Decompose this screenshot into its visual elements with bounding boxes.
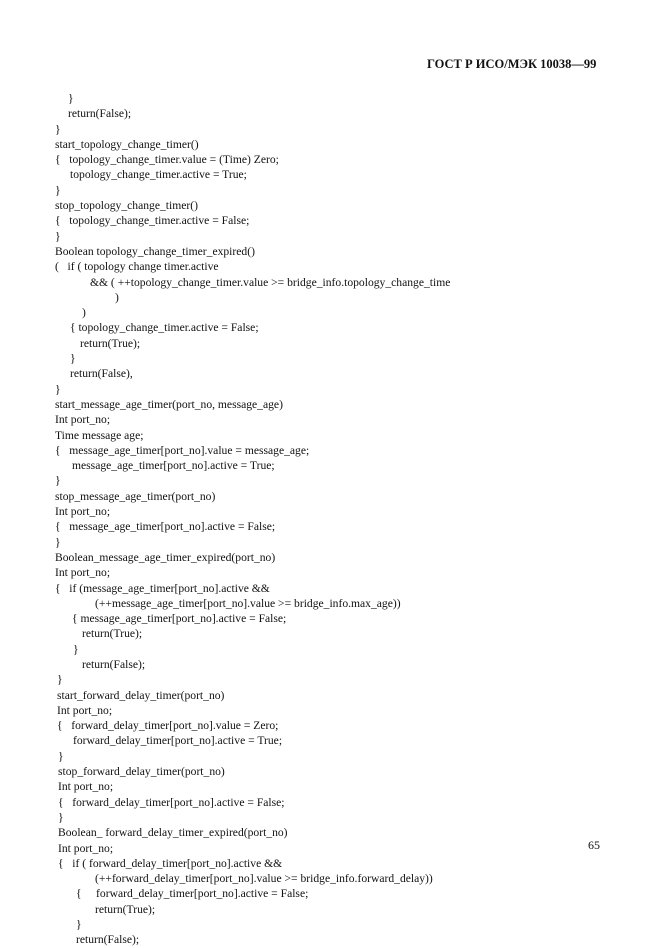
- code-line-text: { if ( forward_delay_timer[port_no].active &&: [58, 856, 283, 870]
- code-line-text: { forward_delay_timer[port_no].value = Zero;: [57, 719, 279, 733]
- code-line: [0, 473, 661, 488]
- code-line: [0, 856, 661, 871]
- code-line-text: return(False);: [82, 657, 146, 671]
- code-line: [0, 932, 661, 947]
- code-line: [0, 366, 661, 381]
- code-line: [0, 779, 661, 794]
- code-line: [0, 764, 661, 779]
- code-line-text: Int port_no;: [55, 566, 111, 580]
- code-line: [0, 458, 661, 473]
- code-line-text: { message_age_timer[port_no].value = message_age;: [55, 443, 310, 457]
- code-line: [0, 183, 661, 198]
- code-line-text: }: [73, 642, 79, 656]
- code-line-text: return(True);: [80, 336, 141, 350]
- code-line-text: }: [57, 673, 63, 687]
- code-line: [0, 581, 661, 596]
- code-line: [0, 443, 661, 458]
- code-line: [0, 229, 661, 244]
- code-line-text: Int port_no;: [58, 780, 114, 794]
- code-line: [0, 320, 661, 335]
- code-line-text: }: [55, 382, 61, 396]
- code-line: [0, 259, 661, 274]
- code-line-text: { topology_change_timer.active = False;: [55, 214, 250, 228]
- code-line-text: return(False);: [76, 933, 140, 947]
- code-line: [0, 902, 661, 917]
- code-line-text: }: [70, 352, 76, 366]
- code-line: [0, 412, 661, 427]
- code-line: [0, 198, 661, 213]
- code-line: [0, 336, 661, 351]
- code-line: [0, 703, 661, 718]
- code-line-text: return(False),: [70, 367, 133, 381]
- code-line: [0, 795, 661, 810]
- code-line-text: }: [58, 810, 64, 824]
- code-line: [0, 550, 661, 565]
- code-line: [0, 290, 661, 305]
- code-line-text: }: [55, 183, 61, 197]
- code-line-text: { topology_change_timer.active = False;: [70, 321, 259, 335]
- code-listing: [0, 91, 661, 948]
- code-line-text: Boolean_ forward_delay_timer_expired(port_no): [58, 826, 288, 840]
- code-line-text: (++forward_delay_timer[port_no].value >= bridge_info.forward_delay)): [95, 872, 433, 886]
- code-line: [0, 841, 661, 856]
- code-line-text: topology_change_timer.active = True;: [70, 168, 247, 182]
- code-line: [0, 749, 661, 764]
- code-line-text: { message_age_timer[port_no].active = False;: [72, 612, 287, 626]
- code-line-text: forward_delay_timer[port_no].active = True;: [73, 734, 283, 748]
- code-line: [0, 642, 661, 657]
- code-line: [0, 106, 661, 121]
- code-line-text: Time message age;: [55, 428, 144, 442]
- code-line-text: }: [55, 122, 61, 136]
- code-line-text: ( if ( topology change timer.active: [55, 260, 219, 274]
- code-line: [0, 152, 661, 167]
- code-line: [0, 122, 661, 137]
- code-line-text: { forward_delay_timer[port_no].active = False;: [58, 795, 285, 809]
- page-number: 65: [588, 838, 600, 852]
- code-line-text: (++message_age_timer[port_no].value >= bridge_info.max_age)): [95, 596, 401, 610]
- code-line-text: start_forward_delay_timer(port_no): [57, 688, 225, 702]
- code-line: [0, 917, 661, 932]
- code-line-text: }: [55, 474, 61, 488]
- code-line: [0, 489, 661, 504]
- code-line: [0, 733, 661, 748]
- code-line-text: return(False);: [68, 107, 132, 121]
- code-line-text: stop_message_age_timer(port_no): [55, 489, 216, 503]
- code-line-text: }: [58, 749, 64, 763]
- code-line: [0, 810, 661, 825]
- code-line: [0, 519, 661, 534]
- code-line: [0, 137, 661, 152]
- code-line-text: }: [55, 535, 61, 549]
- code-line: [0, 351, 661, 366]
- code-line-text: return(True);: [95, 902, 156, 916]
- code-line-text: Int port_no;: [57, 703, 113, 717]
- code-line-text: Int port_no;: [55, 505, 111, 519]
- document-standard-header: ГОСТ Р ИСО/МЭК 10038—99: [427, 57, 597, 71]
- code-line-text: { if (message_age_timer[port_no].active &&: [55, 581, 270, 595]
- code-line: [0, 167, 661, 182]
- code-line: [0, 611, 661, 626]
- code-line: [0, 565, 661, 580]
- code-line: [0, 305, 661, 320]
- code-line: [0, 504, 661, 519]
- code-line-text: Int port_no;: [55, 413, 111, 427]
- code-line-text: Boolean_message_age_timer_expired(port_no): [55, 550, 276, 564]
- code-line-text: && ( ++topology_change_timer.value >= bridge_info.topology_change_time: [90, 275, 451, 289]
- code-line: [0, 718, 661, 733]
- code-line-text: { message_age_timer[port_no].active = False;: [55, 520, 276, 534]
- code-line-text: start_topology_change_timer(): [55, 137, 199, 151]
- code-line-text: start_message_age_timer(port_no, message_age): [55, 397, 283, 411]
- code-line-text: ): [82, 306, 86, 320]
- code-line: [0, 672, 661, 687]
- code-line: [0, 213, 661, 228]
- code-line-text: ): [115, 290, 119, 304]
- code-line-text: }: [76, 918, 82, 932]
- code-line: [0, 657, 661, 672]
- code-line: [0, 244, 661, 259]
- code-line: [0, 91, 661, 106]
- code-line-text: { forward_delay_timer[port_no].active = False;: [76, 887, 309, 901]
- code-line: [0, 626, 661, 641]
- code-line: [0, 886, 661, 901]
- code-line: [0, 825, 661, 840]
- code-line: [0, 535, 661, 550]
- code-line-text: }: [55, 229, 61, 243]
- code-line-text: Boolean topology_change_timer_expired(): [55, 244, 255, 258]
- code-line-text: stop_topology_change_timer(): [55, 199, 198, 213]
- code-line-text: message_age_timer[port_no].active = True;: [72, 459, 275, 473]
- code-line: [0, 397, 661, 412]
- code-line-text: return(True);: [82, 627, 143, 641]
- code-line: [0, 428, 661, 443]
- code-line: [0, 382, 661, 397]
- code-line-text: Int port_no;: [58, 841, 114, 855]
- code-line: [0, 275, 661, 290]
- code-line-text: stop_forward_delay_timer(port_no): [58, 765, 225, 779]
- code-line: [0, 596, 661, 611]
- code-line-text: }: [68, 92, 74, 105]
- code-line: [0, 688, 661, 703]
- code-line-text: { topology_change_timer.value = (Time) Zero;: [55, 153, 279, 167]
- code-line: [0, 871, 661, 886]
